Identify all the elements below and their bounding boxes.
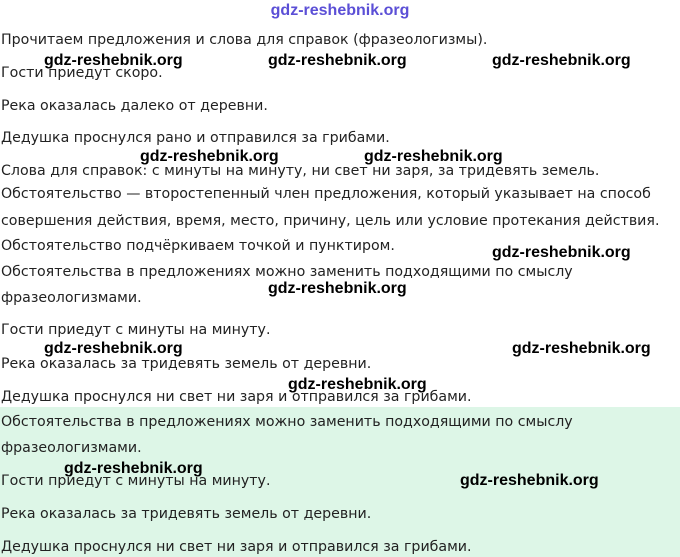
definition-line-1: Обстоятельство — второстепенный член предложения, который указывает на способ: [1, 186, 651, 202]
result-sentence-3: Дедушка проснулся ни свет ни заря и отправился за грибами.: [1, 389, 472, 405]
task-sentence-2: Река оказалась далеко от деревни.: [1, 98, 268, 114]
watermark: gdz-reshebnik.org: [492, 52, 631, 69]
task-sentence-1: Гости приедут скоро.: [1, 65, 163, 81]
result-sentence-2: Река оказалась за тридевять земель от деревни.: [1, 356, 372, 372]
answer-intro-line-2: фразеологизмами.: [1, 440, 142, 456]
answer-sentence-2: Река оказалась за тридевять земель от деревни.: [1, 506, 372, 522]
site-header[interactable]: gdz-reshebnik.org: [270, 2, 410, 19]
replace-line-1: Обстоятельства в предложениях можно заменить подходящими по смыслу: [1, 264, 573, 280]
watermark: gdz-reshebnik.org: [44, 340, 183, 357]
answer-intro-line-1: Обстоятельства в предложениях можно заменить подходящими по смыслу: [1, 414, 573, 430]
watermark: gdz-reshebnik.org: [460, 472, 599, 489]
watermark: gdz-reshebnik.org: [268, 280, 407, 297]
task-sentence-3: Дедушка проснулся рано и отправился за грибами.: [1, 130, 390, 146]
watermark: gdz-reshebnik.org: [512, 340, 651, 357]
watermark: gdz-reshebnik.org: [364, 148, 503, 165]
watermark: gdz-reshebnik.org: [140, 148, 279, 165]
result-sentence-1: Гости приедут с минуты на минуту.: [1, 322, 271, 338]
replace-line-2: фразеологизмами.: [1, 290, 142, 306]
answer-sentence-3: Дедушка проснулся ни свет ни заря и отправился за грибами.: [1, 539, 472, 555]
watermark: gdz-reshebnik.org: [288, 376, 427, 393]
watermark: gdz-reshebnik.org: [492, 244, 631, 261]
answer-sentence-1: Гости приедут с минуты на минуту.: [1, 473, 271, 489]
definition-line-2: совершения действия, время, место, причину, цель или условие протекания действия.: [1, 213, 660, 229]
reference-words: Слова для справок: с минуты на минуту, ни свет ни заря, за тридевять земель.: [1, 163, 600, 179]
task-instruction: Прочитаем предложения и слова для справок (фразеологизмы).: [1, 32, 488, 48]
watermark: gdz-reshebnik.org: [64, 460, 203, 477]
watermark: gdz-reshebnik.org: [44, 52, 183, 69]
underline-note: Обстоятельство подчёркиваем точкой и пунктиром.: [1, 238, 395, 254]
watermark: gdz-reshebnik.org: [268, 52, 407, 69]
